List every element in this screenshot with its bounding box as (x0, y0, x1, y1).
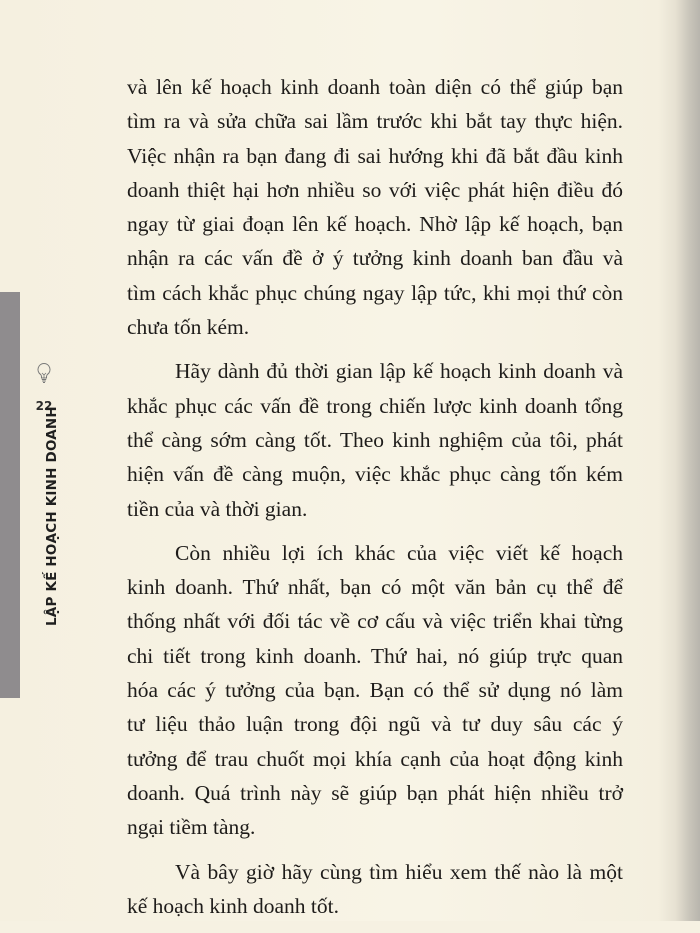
paragraph (127, 354, 623, 525)
text-line: chi tiết trong kinh doanh. Thứ hai, nó giúp trực quan (127, 643, 623, 668)
chapter-tab-bar (0, 292, 20, 698)
text-line: Và bây giờ hãy cùng tìm hiểu xem thế nào là một (175, 859, 623, 884)
text-line: doanh. Quá trình này sẽ giúp bạn phát hiện nhiều trở (127, 780, 623, 805)
text-line: tìm cách khắc phục chúng ngay lập tức, khi mọi thứ còn (127, 280, 623, 305)
text-line: doanh thiệt hại hơn nhiều so với việc phát hiện điều đó (127, 177, 623, 202)
text-line: Còn nhiều lợi ích khác của việc viết kế hoạch (175, 540, 623, 565)
paragraph (127, 855, 623, 924)
text-line: hiện vấn đề càng muộn, việc khắc phục càng tốn kém (127, 462, 623, 487)
paragraph (127, 70, 623, 344)
lightbulb-icon (36, 362, 52, 384)
text-line: thống nhất với đối tác về cơ cấu và việc triển khai từng (127, 609, 623, 634)
text-line: chưa tốn kém. (127, 315, 250, 340)
text-line: Hãy dành đủ thời gian lập kế hoạch kinh doanh và (175, 359, 623, 384)
text-line: ngay từ giai đoạn lên kế hoạch. Nhờ lập kế hoạch, bạn (127, 212, 623, 237)
text-line: Việc nhận ra bạn đang đi sai hướng khi đã bắt đầu kinh (127, 143, 623, 168)
page-number: 22 (35, 399, 53, 413)
text-line: thể càng sớm càng tốt. Theo kinh nghiệm của tôi, phát (127, 427, 623, 452)
paragraph (127, 536, 623, 845)
text-line: nhận ra các vấn đề ở ý tưởng kinh doanh ban đầu và (127, 246, 623, 271)
body-text (127, 70, 623, 933)
text-line: kinh doanh. Thứ nhất, bạn có một văn bản cụ thể để (127, 575, 623, 600)
text-line: tiền của và thời gian. (127, 496, 308, 521)
text-line: hóa các ý tưởng của bạn. Bạn có thể sử dụng nó làm (127, 678, 623, 703)
text-line: khắc phục các vấn đề trong chiến lược kinh doanh tổng (127, 393, 623, 418)
text-line: tìm ra và sửa chữa sai lầm trước khi bắt tay thực hiện. (127, 109, 623, 134)
text-line: và lên kế hoạch kinh doanh toàn diện có thể giúp bạn (127, 75, 623, 99)
text-line: ngại tiềm tàng. (127, 815, 256, 840)
text-line: kế hoạch kinh doanh tốt. (127, 893, 339, 918)
running-title: LẬP KẾ HOẠCH KINH DOANH (44, 406, 60, 626)
text-line: tưởng để trau chuốt mọi khía cạnh của hoạt động kinh (127, 746, 623, 771)
text-line: tư liệu thảo luận trong đội ngũ và tư duy sâu các ý (127, 712, 623, 737)
